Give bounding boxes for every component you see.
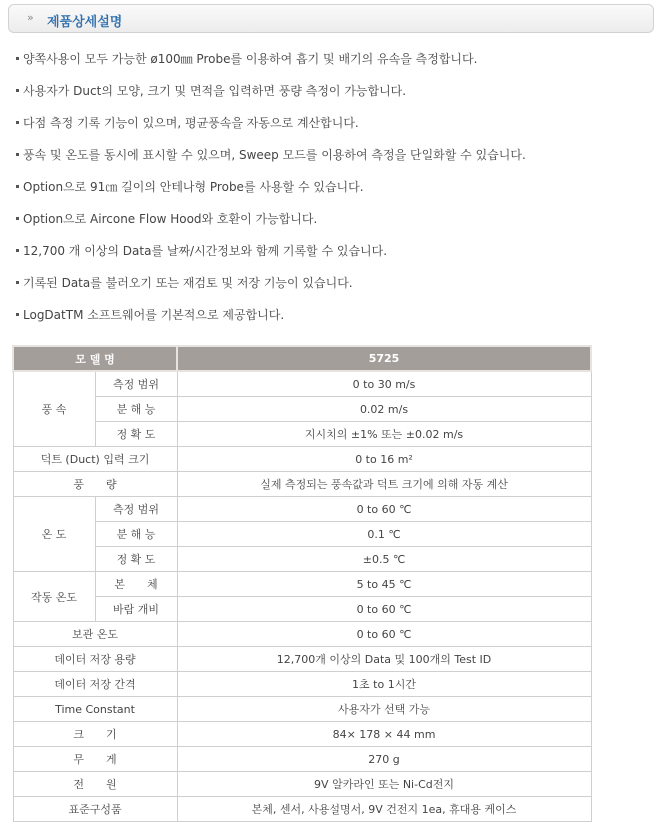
temp-resolution-value: 0.1 ℃	[177, 522, 591, 547]
time-constant-label: Time Constant	[13, 697, 177, 722]
bullet-icon	[16, 89, 19, 92]
wind-accuracy-value: 지시치의 ±1% 또는 ±0.02 m/s	[177, 422, 591, 447]
feature-text: 12,700 개 이상의 Data를 날짜/시간정보와 함께 기록할 수 있습니다.	[23, 244, 388, 258]
wind-resolution-label: 분 해 능	[95, 397, 177, 422]
duct-label: 덕트 (Duct) 입력 크기	[13, 447, 177, 472]
feature-item	[16, 176, 526, 208]
table-row	[13, 597, 591, 622]
table-row	[13, 747, 591, 772]
table-row	[13, 371, 591, 397]
size-label: 크 기	[13, 722, 177, 747]
feature-text: 기록된 Data를 불러오기 또는 재검토 및 저장 기능이 있습니다.	[23, 276, 353, 290]
operating-temp-label: 작동 온도	[13, 572, 95, 622]
data-capacity-value: 12,700개 이상의 Data 및 100개의 Test ID	[177, 647, 591, 672]
flow-value: 실제 측정되는 풍속값과 덕트 크기에 의해 자동 계산	[177, 472, 591, 497]
model-label: 모 델 명	[13, 346, 177, 371]
section-header	[8, 4, 654, 33]
model-value: 5725	[177, 346, 591, 371]
weight-value: 270 g	[177, 747, 591, 772]
bullet-icon	[16, 217, 19, 220]
temp-accuracy-value: ±0.5 ℃	[177, 547, 591, 572]
wind-accuracy-label: 정 확 도	[95, 422, 177, 447]
data-interval-label: 데이터 저장 간격	[13, 672, 177, 697]
temp-range-value: 0 to 60 ℃	[177, 497, 591, 522]
feature-list	[16, 48, 526, 336]
table-row	[13, 397, 591, 422]
time-constant-value: 사용자가 선택 가능	[177, 697, 591, 722]
vane-label: 바람 개비	[95, 597, 177, 622]
duct-value: 0 to 16 m²	[177, 447, 591, 472]
table-row	[13, 522, 591, 547]
feature-text: Option으로 Aircone Flow Hood와 호환이 가능합니다.	[23, 212, 318, 226]
table-row	[13, 672, 591, 697]
table-row	[13, 422, 591, 447]
feature-item	[16, 112, 526, 144]
double-chevron-right-icon: »	[27, 11, 34, 24]
wind-resolution-value: 0.02 m/s	[177, 397, 591, 422]
components-value: 본체, 센서, 사용설명서, 9V 건전지 1ea, 휴대용 케이스	[177, 797, 591, 822]
feature-text: Option으로 91㎝ 길이의 안테나형 Probe를 사용할 수 있습니다.	[23, 180, 364, 194]
table-row	[13, 772, 591, 797]
storage-temp-label: 보관 온도	[13, 622, 177, 647]
vane-value: 0 to 60 ℃	[177, 597, 591, 622]
weight-label: 무 게	[13, 747, 177, 772]
table-row	[13, 722, 591, 747]
data-interval-value: 1초 to 1시간	[177, 672, 591, 697]
feature-item	[16, 240, 526, 272]
flow-label: 풍 량	[13, 472, 177, 497]
power-value: 9V 알카라인 또는 Ni-Cd전지	[177, 772, 591, 797]
wind-speed-label: 풍 속	[13, 371, 95, 447]
feature-item	[16, 48, 526, 80]
components-label: 표준구성품	[13, 797, 177, 822]
table-row	[13, 797, 591, 822]
temp-accuracy-label: 정 확 도	[95, 547, 177, 572]
data-capacity-label: 데이터 저장 용량	[13, 647, 177, 672]
feature-item	[16, 144, 526, 176]
table-row	[13, 622, 591, 647]
body-value: 5 to 45 ℃	[177, 572, 591, 597]
temperature-label: 온 도	[13, 497, 95, 572]
table-row	[13, 447, 591, 472]
feature-text: 풍속 및 온도를 동시에 표시할 수 있으며, Sweep 모드를 이용하여 측정을 단일화할 수 있습니다.	[23, 148, 526, 162]
table-header-row	[13, 346, 591, 371]
table-row	[13, 547, 591, 572]
wind-range-label: 측정 범위	[95, 371, 177, 397]
body-label: 본 체	[95, 572, 177, 597]
feature-text: LogDatTM 소프트웨어를 기본적으로 제공합니다.	[23, 308, 285, 322]
table-row	[13, 472, 591, 497]
bullet-icon	[16, 153, 19, 156]
bullet-icon	[16, 57, 19, 60]
feature-text: 사용자가 Duct의 모양, 크기 및 면적을 입력하면 풍량 측정이 가능합니다.	[23, 84, 407, 98]
feature-text: 양쪽사용이 모두 가능한 ø100㎜ Probe를 이용하여 흡기 및 배기의 유속을 측정합니다.	[23, 52, 478, 66]
bullet-icon	[16, 249, 19, 252]
table-row	[13, 647, 591, 672]
feature-item	[16, 304, 526, 336]
feature-item	[16, 80, 526, 112]
storage-temp-value: 0 to 60 ℃	[177, 622, 591, 647]
size-value: 84× 178 × 44 mm	[177, 722, 591, 747]
bullet-icon	[16, 121, 19, 124]
table-row	[13, 497, 591, 522]
feature-item	[16, 208, 526, 240]
section-title: 제품상세설명	[47, 15, 123, 30]
table-row	[13, 572, 591, 597]
feature-text: 다점 측정 기록 기능이 있으며, 평균풍속을 자동으로 계산합니다.	[23, 116, 359, 130]
table-row	[13, 697, 591, 722]
bullet-icon	[16, 281, 19, 284]
wind-range-value: 0 to 30 m/s	[177, 371, 591, 397]
temp-range-label: 측정 범위	[95, 497, 177, 522]
bullet-icon	[16, 313, 19, 316]
bullet-icon	[16, 185, 19, 188]
spec-table	[12, 345, 592, 822]
feature-item	[16, 272, 526, 304]
power-label: 전 원	[13, 772, 177, 797]
temp-resolution-label: 분 해 능	[95, 522, 177, 547]
